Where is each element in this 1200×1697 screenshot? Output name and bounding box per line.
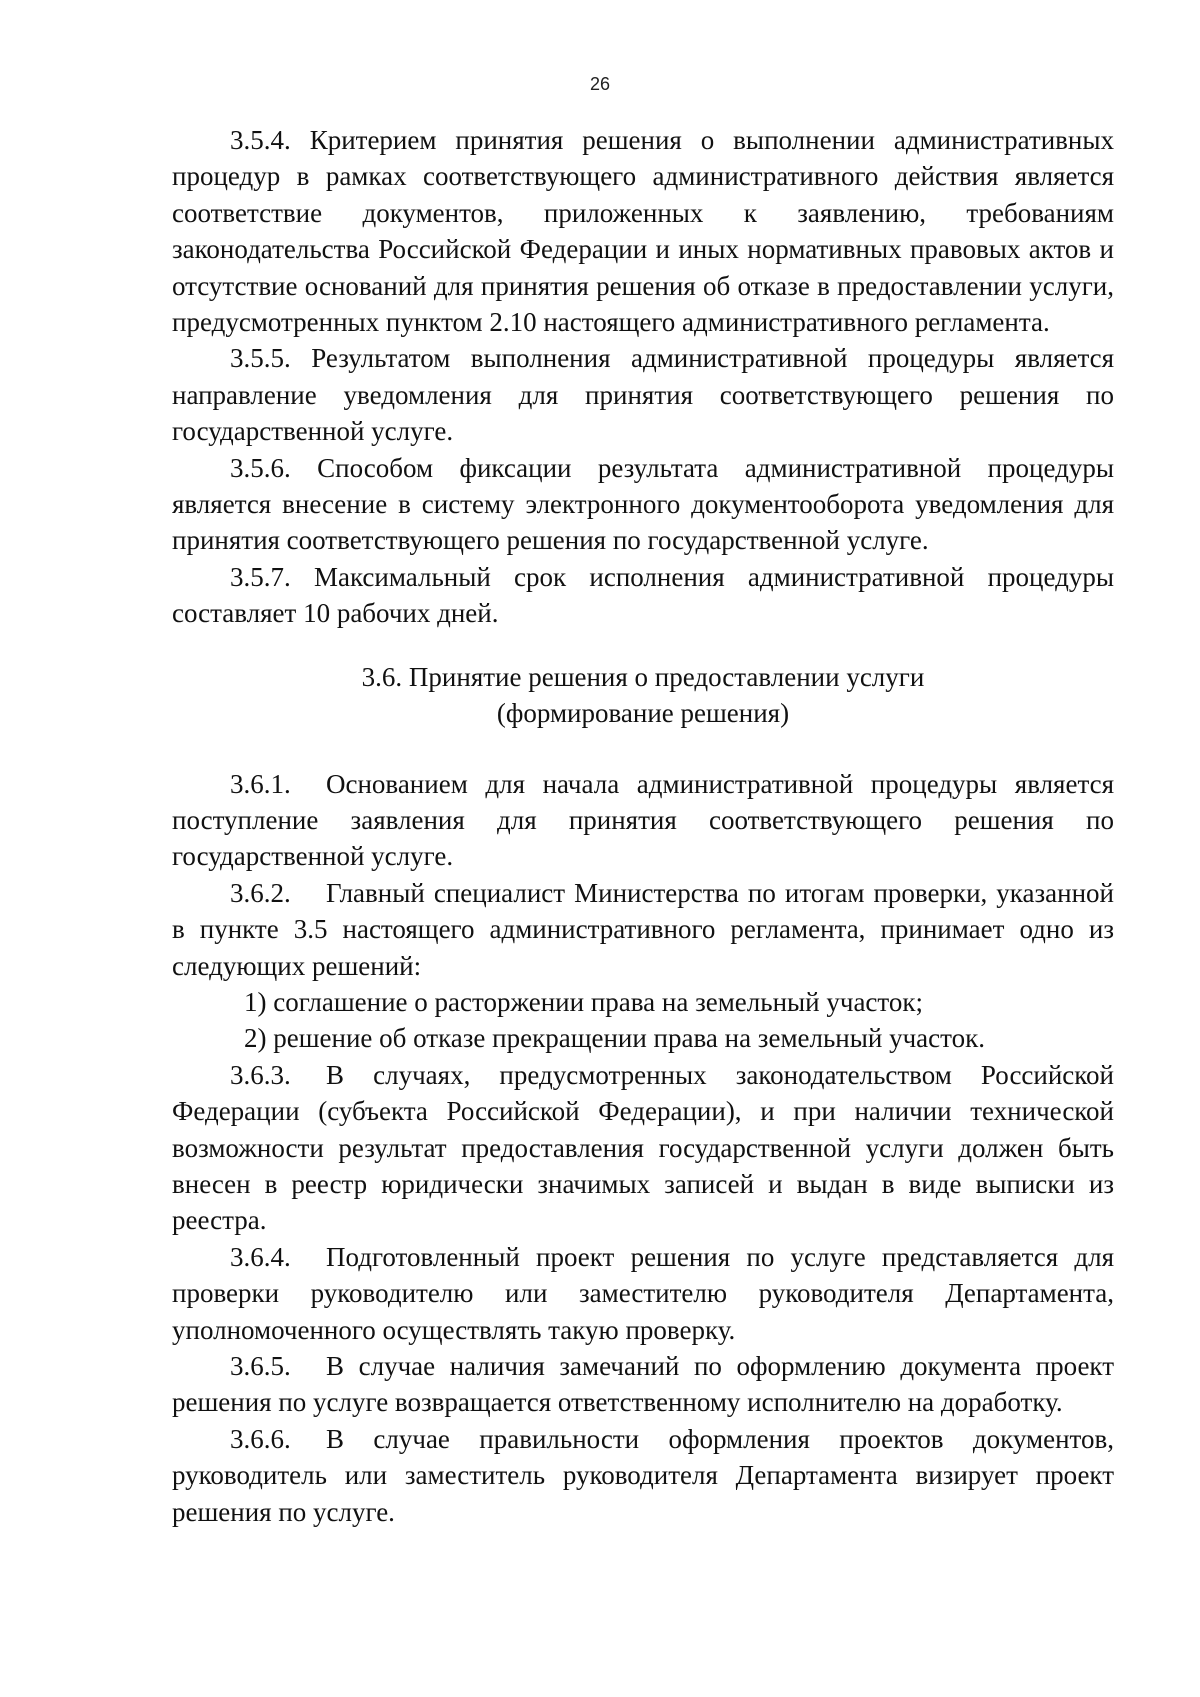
paragraph-3-6-6: [172, 1421, 1114, 1530]
paragraph-3-5-5: [172, 340, 1114, 449]
paragraph-number: 3.5.4.: [230, 125, 291, 155]
section-heading-line-2: (формирование решения): [496, 698, 790, 729]
paragraph-number: 3.6.4.: [230, 1241, 291, 1272]
paragraph-3-5-7: [172, 559, 1114, 632]
paragraph-number: 3.5.7.: [230, 561, 291, 592]
document-body: [172, 122, 1114, 1530]
paragraph-number: 3.6.1.: [230, 768, 291, 799]
section-heading-3-6: [172, 659, 1114, 732]
paragraph-number: 3.6.3.: [230, 1059, 291, 1090]
paragraph-text: Результатом выполнения административной процедуры является направление уведомления для принятия соответствующего решения по государственной услуге.: [172, 343, 1114, 447]
section-heading-line-1: 3.6. Принятие решения о предоставлении услуги: [361, 661, 925, 692]
paragraph-text: Основанием для начала административной процедуры является поступление заявления для принятия соответствующего решения по государственной услуге.: [172, 768, 1114, 872]
paragraph-3-6-1: [172, 766, 1114, 875]
paragraph-3-5-4: [172, 122, 1114, 340]
paragraph-number: 3.5.6.: [230, 452, 291, 483]
paragraph-number: 3.6.5.: [230, 1351, 291, 1381]
paragraph-text: Максимальный срок исполнения административной процедуры составляет 10 рабочих дней.: [172, 561, 1114, 629]
paragraph-number: 3.6.6.: [230, 1423, 291, 1454]
paragraph-3-6-5: [172, 1348, 1114, 1421]
paragraph-text: Критерием принятия решения о выполнении административных процедур в рамках соответствующего административного действия является соответствие документов, приложенных к заявлению, требованиям законодательства Российской Федерации и иных нормативных правовых актов и отсутствие оснований для принятия решения об отказе в предоставлении услуги, предусмотренных пунктом 2.10 настоящего административного регламента.: [172, 125, 1114, 338]
paragraph-3-6-4: [172, 1239, 1114, 1348]
paragraph-3-6-2: [172, 875, 1114, 984]
paragraph-text: Главный специалист Министерства по итогам проверки, указанной в пункте 3.5 настоящего административного регламента, принимает одно из следующих решений:: [172, 877, 1114, 981]
list-item-1: 1) соглашение о расторжении права на земельный участок;: [244, 986, 923, 1017]
paragraph-3-5-6: [172, 450, 1114, 559]
paragraph-text: Способом фиксации результата административной процедуры является внесение в систему электронного документооборота уведомления для принятия соответствующего решения по государственной услуге.: [172, 452, 1114, 556]
paragraph-3-6-3: [172, 1057, 1114, 1239]
paragraph-number: 3.6.2.: [230, 877, 291, 908]
page-number: 26: [589, 74, 611, 94]
paragraph-text: В случае правильности оформления проектов документов, руководитель или заместитель руководителя Департамента визирует проект решения по услуге.: [172, 1423, 1114, 1527]
paragraph-number: 3.5.5.: [230, 343, 291, 374]
list-item-2: 2) решение об отказе прекращении права на земельный участок.: [244, 1023, 985, 1054]
paragraph-text: В случае наличия замечаний по оформлению документа проект решения по услуге возвращается ответственному исполнителю на доработку.: [172, 1351, 1114, 1418]
paragraph-text: В случаях, предусмотренных законодательством Российской Федерации (субъекта Российской Федерации), и при наличии технической возможности результат предоставления государственной услуги должен быть внесен в реестр юридически значимых записей и выдан в виде выписки из реестра.: [172, 1059, 1114, 1236]
paragraph-text: Подготовленный проект решения по услуге представляется для проверки руководителю или заместителю руководителя Департамента, уполномоченного осуществлять такую проверку.: [172, 1241, 1114, 1345]
